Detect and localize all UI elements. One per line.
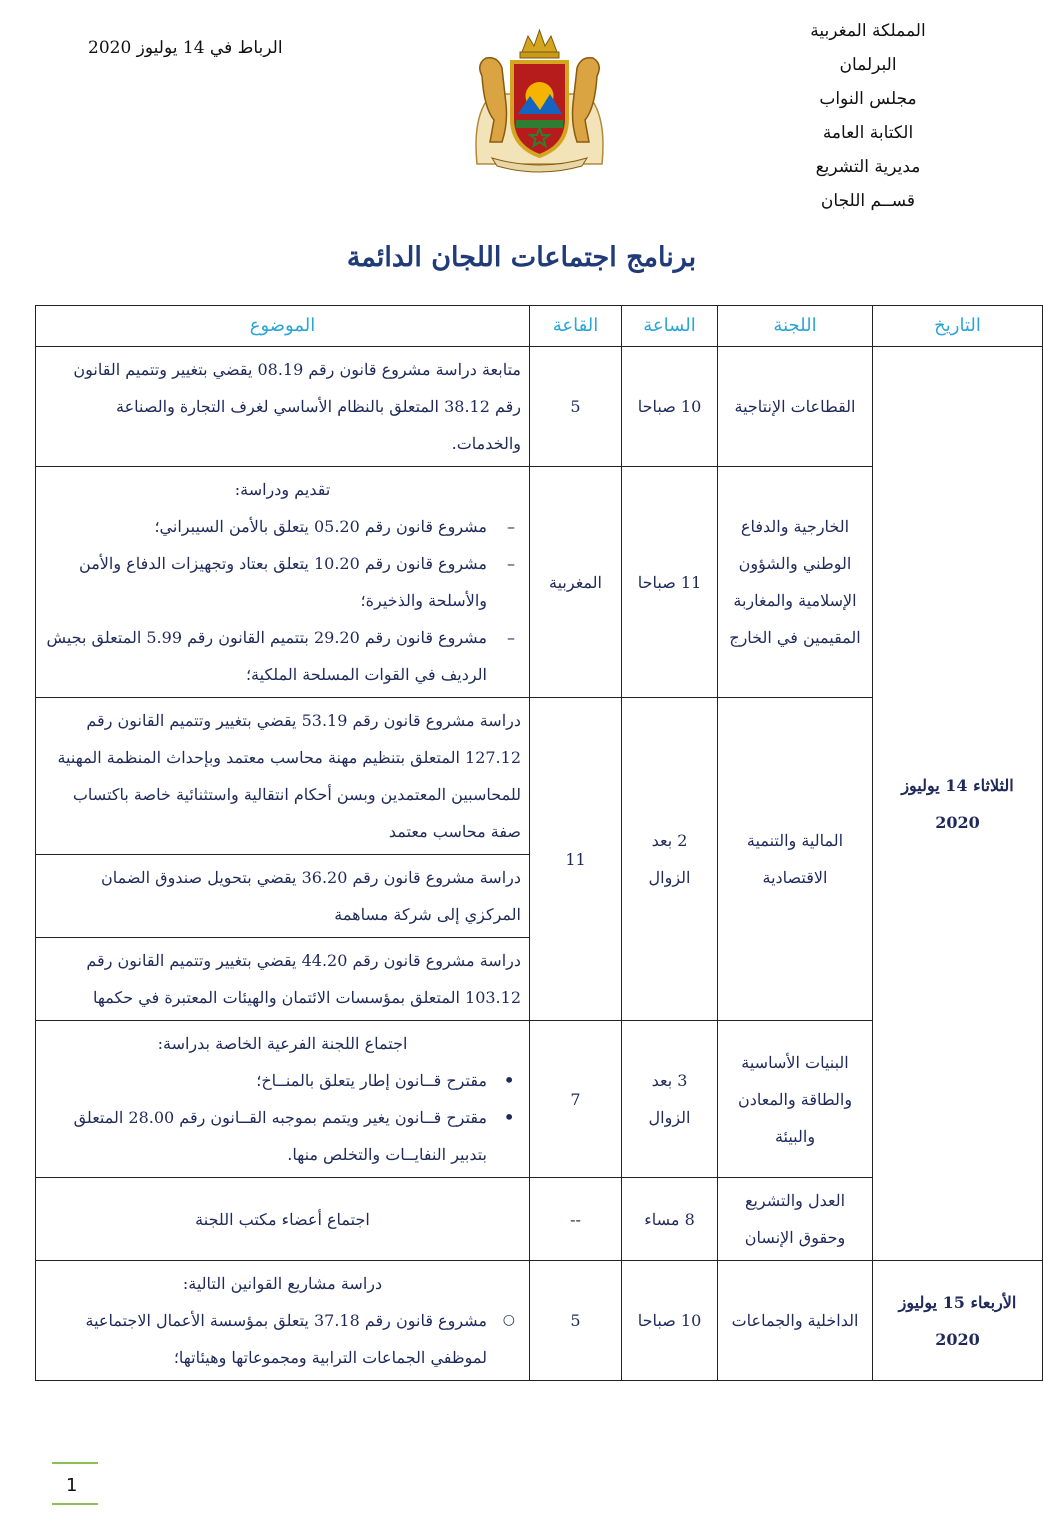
footer-rule-bottom <box>52 1503 98 1505</box>
subject-list <box>44 508 521 693</box>
day-date: الأربعاء 15 يوليوز 2020 <box>873 1261 1043 1381</box>
room-cell: 7 <box>530 1021 622 1178</box>
room-cell: 11 <box>530 698 622 1021</box>
time-cell: 11 صباحا <box>622 467 718 698</box>
subject-cell <box>36 1021 530 1178</box>
time-cell: 10 صباحا <box>622 347 718 467</box>
subject-cell: اجتماع أعضاء مكتب اللجنة <box>36 1178 530 1261</box>
room-cell: 5 <box>530 1261 622 1381</box>
org-line: المملكة المغربية <box>810 21 926 41</box>
header-committee: اللجنة <box>718 306 873 347</box>
list-item: ○ مشروع قانون رقم 37.18 يتعلق بمؤسسة الأعمال الاجتماعية لموظفي الجماعات الترابية ومجموعاتها وهيئاتها؛ <box>44 1302 521 1376</box>
org-line: مجلس النواب <box>819 89 917 109</box>
committee-cell: العدل والتشريع وحقوق الإنسان <box>718 1178 873 1261</box>
table-row <box>36 347 1043 467</box>
committee-cell: الخارجية والدفاع الوطني والشؤون الإسلامية والمغاربة المقيمين في الخارج <box>718 467 873 698</box>
schedule-table <box>35 305 1043 1381</box>
time-cell: 8 مساء <box>622 1178 718 1261</box>
subject-intro: دراسة مشاريع القوانين التالية: <box>182 1274 383 1293</box>
subject-cell: دراسة مشروع قانون رقم 53.19 يقضي بتغيير وتتميم القانون رقم 127.12 المتعلق بتنظيم مهنة محاسب معتمد وبإحداث المنظمة المهنية للمحاسبين المعتمدين وبسن أحكام انتقالية واستثنائية خاصة باكتساب صفة محاسب معتمد <box>36 698 530 855</box>
header-time: الساعة <box>622 306 718 347</box>
room-cell: 5 <box>530 347 622 467</box>
header-date: التاريخ <box>873 306 1043 347</box>
committee-cell: المالية والتنمية الاقتصادية <box>718 698 873 1021</box>
table-row <box>36 1261 1043 1381</box>
committee-cell: القطاعات الإنتاجية <box>718 347 873 467</box>
subject-cell <box>36 467 530 698</box>
footer-rule-top <box>52 1462 98 1464</box>
page-title: برنامج اجتماعات اللجان الدائمة <box>346 242 697 273</box>
org-line: مديرية التشريع <box>815 157 921 177</box>
subject-cell: دراسة مشروع قانون رقم 36.20 يقضي بتحويل صندوق الضمان المركزي إلى شركة مساهمة <box>36 855 530 938</box>
day-date: الثلاثاء 14 يوليوز 2020 <box>873 347 1043 1261</box>
room-cell: -- <box>530 1178 622 1261</box>
list-item: • مقترح قــانون يغير ويتمم بموجبه القــانون رقم 28.00 المتعلق بتدبير النفايــات والتخلص منها. <box>44 1099 521 1173</box>
royal-coat-of-arms-icon <box>462 24 617 174</box>
time-cell: 10 صباحا <box>622 1261 718 1381</box>
subject-cell: دراسة مشروع قانون رقم 44.20 يقضي بتغيير وتتميم القانون رقم 103.12 المتعلق بمؤسسات الائتمان والهيئات المعتبرة في حكمها <box>36 938 530 1021</box>
committee-cell: البنيات الأساسية والطاقة والمعادن والبيئة <box>718 1021 873 1178</box>
room-cell: المغربية <box>530 467 622 698</box>
subject-intro: اجتماع اللجنة الفرعية الخاصة بدراسة: <box>157 1034 408 1053</box>
subject-cell: متابعة دراسة مشروع قانون رقم 08.19 يقضي بتغيير وتتميم القانون رقم 38.12 المتعلق بالنظام الأساسي لغرف التجارة والصناعة والخدمات. <box>36 347 530 467</box>
header-room: القاعة <box>530 306 622 347</box>
subject-intro: تقديم ودراسة: <box>234 480 331 499</box>
list-item: – مشروع قانون رقم 10.20 يتعلق بعتاد وتجهيزات الدفاع والأمن والأسلحة والذخيرة؛ <box>44 545 521 619</box>
subject-list <box>44 1302 521 1376</box>
page-number: 1 <box>66 1475 78 1496</box>
committee-cell: الداخلية والجماعات <box>718 1261 873 1381</box>
list-item: – مشروع قانون رقم 29.20 بتتميم القانون رقم 5.99 المتعلق بجيش الرديف في القوات المسلحة الملكية؛ <box>44 619 521 693</box>
subject-list <box>44 1062 521 1173</box>
org-line: الكتابة العامة <box>822 123 914 143</box>
subject-cell <box>36 1261 530 1381</box>
org-line: قســم اللجان <box>820 191 916 211</box>
organization-header <box>753 14 983 218</box>
table-header-row <box>36 306 1043 347</box>
org-line: البرلمان <box>839 55 897 75</box>
list-item: – مشروع قانون رقم 05.20 يتعلق بالأمن السيبراني؛ <box>44 508 521 545</box>
time-cell: 3 بعد الزوال <box>622 1021 718 1178</box>
header-subject: الموضوع <box>36 306 530 347</box>
time-cell: 2 بعد الزوال <box>622 698 718 1021</box>
date-place: الرباط في 14 يوليوز 2020 <box>88 38 283 58</box>
list-item: • مقترح قــانون إطار يتعلق بالمنــاخ؛ <box>44 1062 521 1099</box>
